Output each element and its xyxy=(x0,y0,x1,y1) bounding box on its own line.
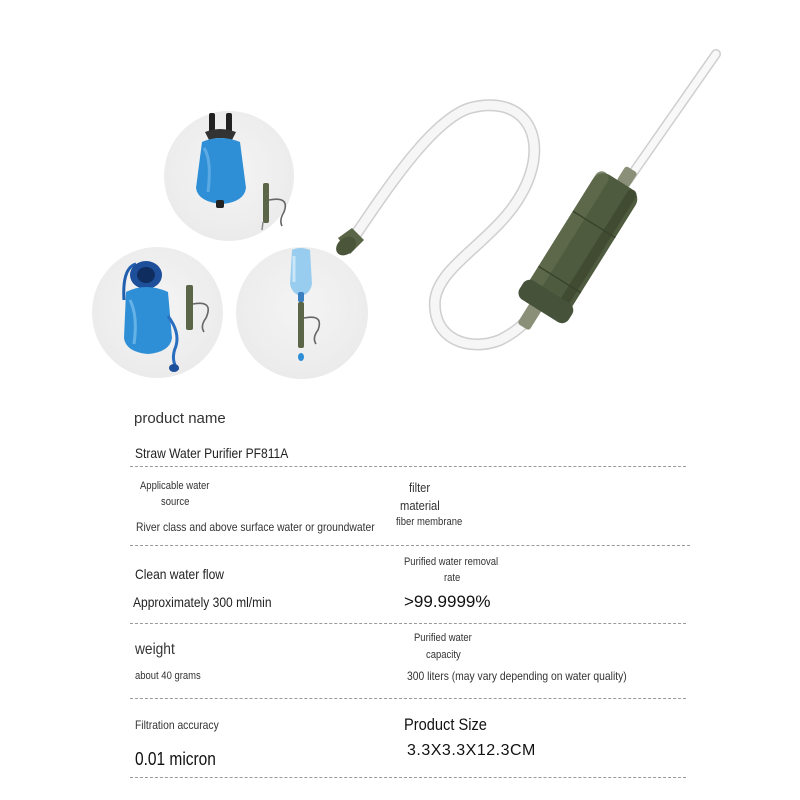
capacity-value: 300 liters (may vary depending on water quality) xyxy=(407,669,627,683)
product-name-label: product name xyxy=(134,410,226,427)
soft-flask-icon xyxy=(290,248,319,361)
capacity-label-line2: capacity xyxy=(426,649,461,661)
weight-label: weight xyxy=(135,641,175,658)
water-source-label-line2: source xyxy=(161,496,190,508)
water-source-label-line1: Applicable water xyxy=(140,480,210,492)
separator xyxy=(130,545,690,546)
separator xyxy=(130,466,686,467)
separator xyxy=(130,623,686,624)
filter-material-value: fiber membrane xyxy=(396,516,463,528)
filter-material-label-line2: material xyxy=(400,498,440,513)
removal-label-line1: Purified water removal xyxy=(404,556,499,568)
filter-material-label-line1: filter xyxy=(409,480,431,495)
hydration-bladder-icon xyxy=(124,261,208,372)
water-source-value: River class and above surface water or groundwater xyxy=(136,520,375,534)
weight-value: about 40 grams xyxy=(135,670,201,682)
size-value: 3.3X3.3X12.3CM xyxy=(407,742,536,759)
dry-bag-icon xyxy=(196,113,285,230)
flow-label: Clean water flow xyxy=(135,566,225,582)
separator xyxy=(130,777,686,778)
accuracy-value: 0.01 micron xyxy=(135,749,216,769)
separator xyxy=(130,698,686,699)
product-name-value: Straw Water Purifier PF811A xyxy=(135,445,289,461)
removal-label-line2: rate xyxy=(444,572,461,584)
removal-value: >99.9999% xyxy=(404,592,491,611)
accuracy-label: Filtration accuracy xyxy=(135,718,219,732)
straw-water-filter-icon xyxy=(332,54,716,344)
size-label: Product Size xyxy=(404,715,487,734)
flow-value: Approximately 300 ml/min xyxy=(133,594,272,610)
capacity-label-line1: Purified water xyxy=(414,632,472,644)
